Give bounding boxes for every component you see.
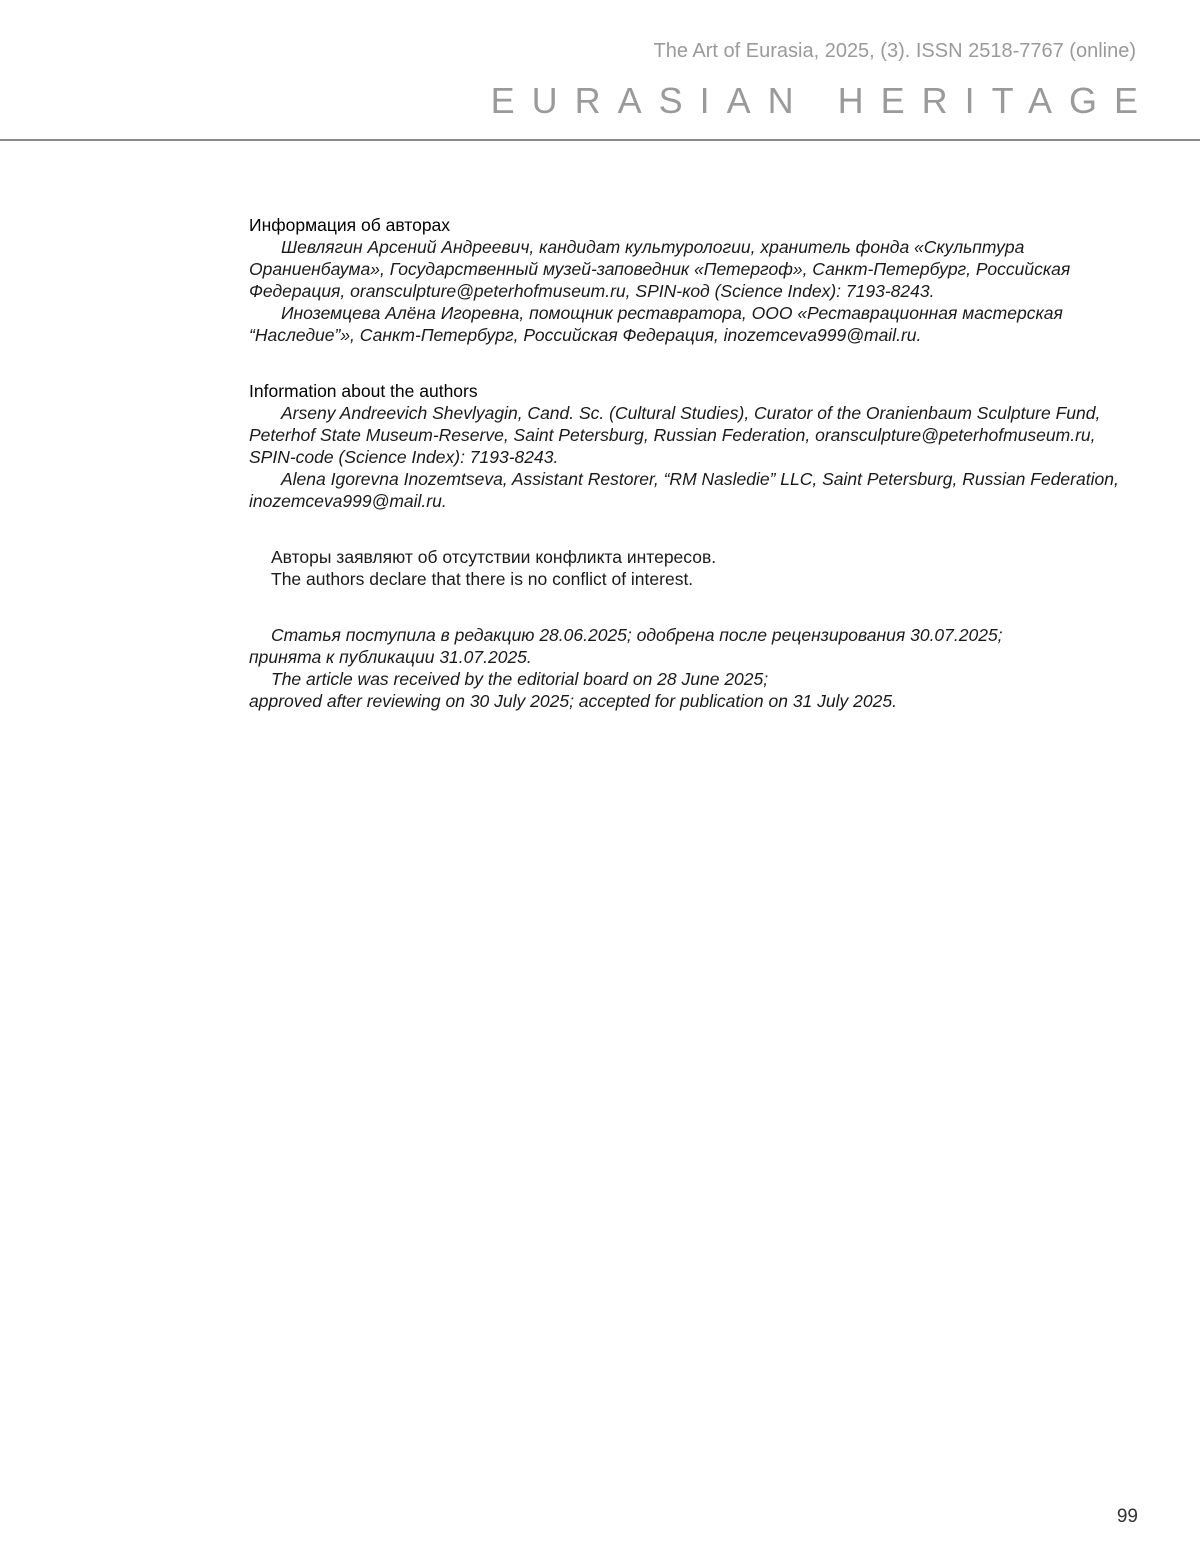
series-title: EURASIAN HERITAGE: [490, 80, 1155, 121]
authors-info-en: [249, 380, 1139, 512]
authors-info-ru: [249, 214, 1139, 346]
author-1-en: Arseny Andreevich Shevlyagin, Cand. Sc. (Cultural Studies), Curator of the Oranienbaum Sculpture Fund, Peterhof State Museum-Reserve, Saint Petersburg, Russian Federation, oransculpture@peterhofmuseum.ru, SPIN-code (Science Index): 7193-8243.: [249, 403, 1101, 467]
dates-en-line-2: approved after reviewing on 30 July 2025; accepted for publication on 31 July 2025.: [249, 691, 897, 711]
article-back-matter: [249, 214, 1139, 712]
conflict-statement-en: The authors declare that there is no conflict of interest.: [271, 569, 694, 589]
conflict-of-interest: [249, 546, 1139, 590]
authors-heading-en: Information about the authors: [249, 381, 478, 401]
dates-ru-line-1: Статья поступила в редакцию 28.06.2025; одобрена после рецензирования 30.07.2025;: [271, 625, 1003, 645]
conflict-statement-ru: Авторы заявляют об отсутствии конфликта интересов.: [271, 547, 717, 567]
article-dates: [249, 624, 1139, 712]
page-number: 99: [1116, 1506, 1138, 1527]
dates-en-line-1: The article was received by the editorial board on 28 June 2025;: [271, 669, 769, 689]
author-2-en: Alena Igorevna Inozemtseva, Assistant Restorer, “RM Nasledie” LLC, Saint Petersburg, Russian Federation, inozemceva999@mail.ru.: [249, 469, 1119, 511]
page-header: [0, 0, 1200, 141]
journal-citation: The Art of Eurasia, 2025, (3). ISSN 2518-7767 (online): [653, 40, 1136, 62]
dates-ru-line-2: принята к публикации 31.07.2025.: [249, 647, 532, 667]
author-1-ru: Шевлягин Арсений Андреевич, кандидат культурологии, хранитель фонда «Скульптура Ораниенбаума», Государственный музей-заповедник «Петергоф», Санкт-Петербург, Российская Федерация, oransculpture@peterhofmuseum.ru, SPIN-код (Science Index): 7193-8243.: [249, 237, 1071, 301]
author-2-ru: Иноземцева Алёна Игоревна, помощник реставратора, ООО «Реставрационная мастерская “Наследие”», Санкт-Петербург, Российская Федерация, inozemceva999@mail.ru.: [249, 303, 1063, 345]
authors-heading-ru: Информация об авторах: [249, 215, 451, 235]
